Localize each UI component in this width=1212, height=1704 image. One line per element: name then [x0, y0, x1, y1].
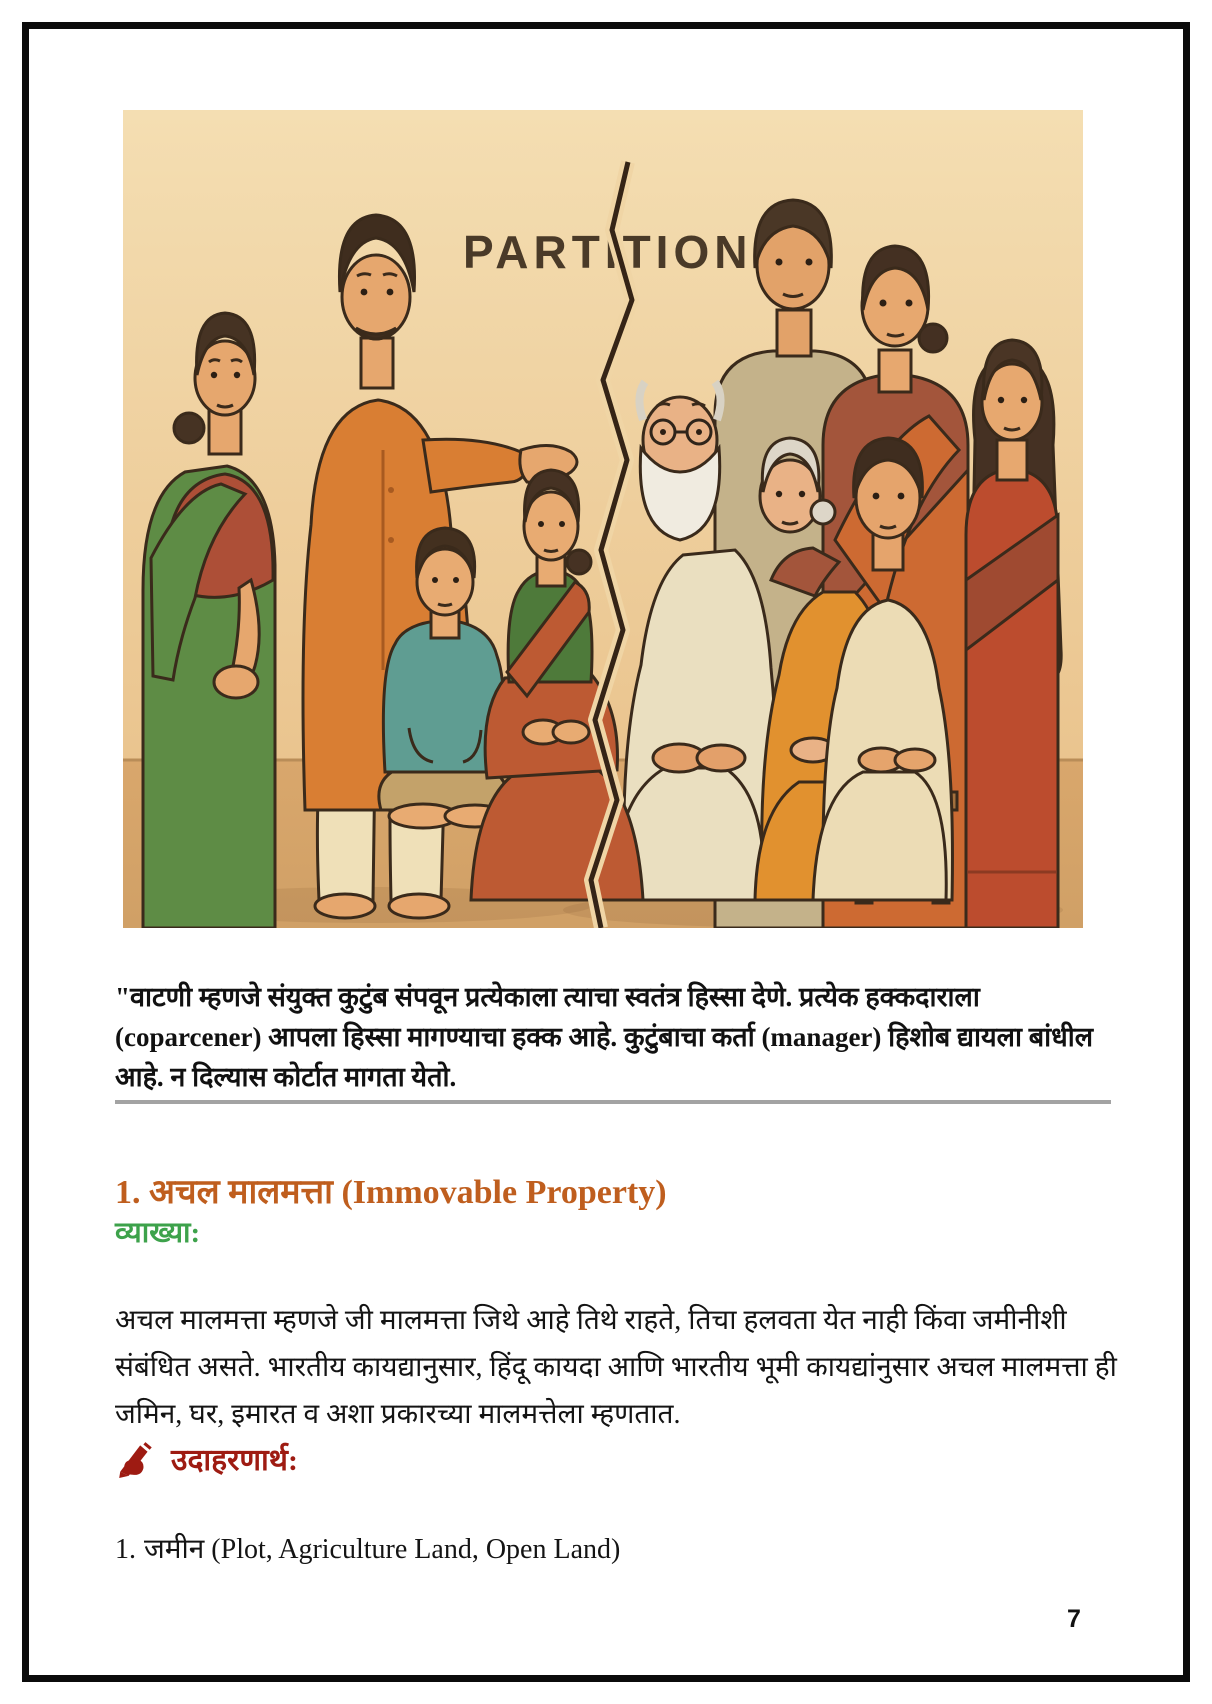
- example-item-text: जमीन (Plot, Agriculture Land, Open Land): [144, 1534, 621, 1565]
- page-border-frame: [22, 22, 1190, 1682]
- page-content: [29, 29, 1183, 1675]
- partition-illustration: [123, 110, 1083, 928]
- page-number: 7: [1067, 1605, 1081, 1633]
- example-header: [115, 1437, 298, 1479]
- partition-illustration-svg: [123, 110, 1083, 928]
- writing-hand-icon: [115, 1437, 157, 1479]
- section-divider: [115, 1100, 1111, 1104]
- section-heading: 1. अचल मालमत्ता (Immovable Property): [115, 1174, 667, 1212]
- example-list-item: [115, 1529, 620, 1567]
- partition-caption-text: PARTITION: [463, 226, 753, 278]
- definition-paragraph: अचल मालमत्ता म्हणजे जी मालमत्ता जिथे आहे तिथे राहते, तिचा हलवता येत नाही किंवा जमीनीशी संबंधित असते. भारतीय कायद्यानुसार, हिंदू कायदा आणि भारतीय भूमी कायद्यांनुसार अचल मालमत्ता ही जमिन, घर, इमारत व अशा प्रकारच्या मालमत्तेला म्हणतात.: [115, 1305, 1117, 1430]
- figure-standing-woman-red-sari: [966, 340, 1061, 928]
- definition-label: व्याख्या:: [115, 1217, 201, 1249]
- example-item-number: 1.: [115, 1534, 136, 1565]
- example-label: उदाहरणार्थ:: [171, 1443, 298, 1477]
- quote-paragraph: "वाटणी म्हणजे संयुक्त कुटुंब संपवून प्रत्येकाला त्याचा स्वतंत्र हिस्सा देणे. प्रत्येक हक्कदाराला (coparcener) आपला हिस्सा मागण्याचा हक्क आहे. कुटुंबाचा कर्ता (manager) हिशोब द्यायला बांधील आहे. न दिल्यास कोर्टात मागता येतो.: [115, 982, 1094, 1092]
